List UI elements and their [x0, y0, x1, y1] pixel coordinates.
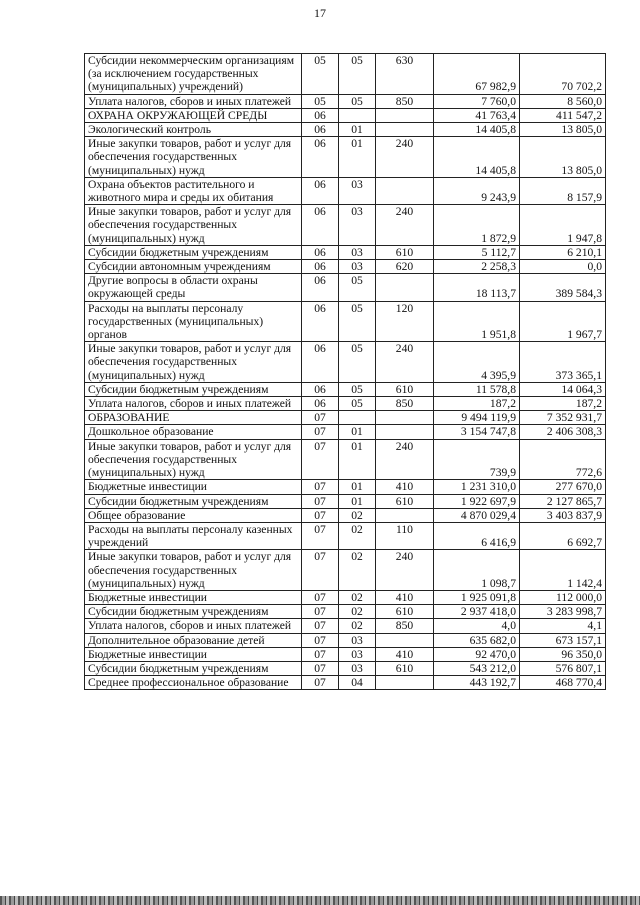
subsection-code-cell: 03 [339, 633, 376, 647]
amount-year1-cell: 9 494 119,9 [434, 411, 520, 425]
amount-year2-cell: 373 365,1 [520, 342, 606, 383]
section-code-cell: 06 [302, 397, 339, 411]
expense-type-cell: 240 [376, 550, 434, 591]
amount-year2-cell: 411 547,2 [520, 108, 606, 122]
table-row [85, 439, 606, 480]
table-row [85, 494, 606, 508]
amount-year2-cell: 389 584,3 [520, 274, 606, 301]
table-row [85, 619, 606, 633]
section-code-cell: 07 [302, 550, 339, 591]
amount-year2-cell: 2 406 308,3 [520, 425, 606, 439]
amount-year1-cell: 3 154 747,8 [434, 425, 520, 439]
amount-year1-cell: 2 937 418,0 [434, 605, 520, 619]
amount-year2-cell: 3 283 998,7 [520, 605, 606, 619]
section-code-cell: 07 [302, 480, 339, 494]
name-cell: Среднее профессиональное образование [85, 676, 302, 690]
amount-year1-cell: 14 405,8 [434, 137, 520, 178]
subsection-code-cell: 02 [339, 619, 376, 633]
section-code-cell: 07 [302, 508, 339, 522]
section-code-cell: 06 [302, 205, 339, 246]
amount-year1-cell: 1 925 091,8 [434, 590, 520, 604]
subsection-code-cell: 03 [339, 245, 376, 259]
amount-year2-cell: 13 805,0 [520, 123, 606, 137]
table-row [85, 108, 606, 122]
amount-year1-cell: 543 212,0 [434, 661, 520, 675]
section-code-cell: 07 [302, 494, 339, 508]
table-row [85, 382, 606, 396]
amount-year1-cell: 7 760,0 [434, 94, 520, 108]
amount-year2-cell: 13 805,0 [520, 137, 606, 178]
name-cell: Бюджетные инвестиции [85, 480, 302, 494]
table-row [85, 177, 606, 204]
expense-type-cell: 610 [376, 661, 434, 675]
expense-type-cell: 410 [376, 480, 434, 494]
expense-type-cell: 240 [376, 439, 434, 480]
page-number: 17 [314, 6, 326, 20]
amount-year1-cell: 739,9 [434, 439, 520, 480]
expense-type-cell [376, 108, 434, 122]
table-row [85, 480, 606, 494]
table-row [85, 301, 606, 342]
amount-year2-cell: 2 127 865,7 [520, 494, 606, 508]
table-row [85, 605, 606, 619]
amount-year2-cell: 3 403 837,9 [520, 508, 606, 522]
subsection-code-cell: 02 [339, 590, 376, 604]
section-code-cell: 07 [302, 425, 339, 439]
section-code-cell: 07 [302, 676, 339, 690]
section-code-cell: 07 [302, 605, 339, 619]
table-row [85, 245, 606, 259]
subsection-code-cell: 05 [339, 342, 376, 383]
table-row [85, 274, 606, 301]
expense-type-cell: 850 [376, 619, 434, 633]
name-cell: Иные закупки товаров, работ и услуг для обеспечения государственных (муниципальных) нужд [85, 439, 302, 480]
amount-year1-cell: 1 922 697,9 [434, 494, 520, 508]
amount-year2-cell: 1 142,4 [520, 550, 606, 591]
amount-year2-cell: 14 064,3 [520, 382, 606, 396]
subsection-code-cell: 02 [339, 508, 376, 522]
name-cell: Иные закупки товаров, работ и услуг для обеспечения государственных (муниципальных) нужд [85, 342, 302, 383]
subsection-code-cell: 03 [339, 260, 376, 274]
name-cell: Бюджетные инвестиции [85, 647, 302, 661]
section-code-cell: 07 [302, 439, 339, 480]
amount-year2-cell: 673 157,1 [520, 633, 606, 647]
subsection-code-cell: 02 [339, 550, 376, 591]
expense-type-cell: 610 [376, 605, 434, 619]
expense-type-cell [376, 411, 434, 425]
subsection-code-cell: 05 [339, 54, 376, 95]
table-row [85, 342, 606, 383]
amount-year1-cell: 9 243,9 [434, 177, 520, 204]
budget-table-body [85, 54, 606, 690]
amount-year1-cell: 14 405,8 [434, 123, 520, 137]
subsection-code-cell: 01 [339, 123, 376, 137]
name-cell: ОХРАНА ОКРУЖАЮЩЕЙ СРЕДЫ [85, 108, 302, 122]
amount-year2-cell: 4,1 [520, 619, 606, 633]
subsection-code-cell: 05 [339, 274, 376, 301]
subsection-code-cell: 03 [339, 661, 376, 675]
amount-year2-cell: 1 967,7 [520, 301, 606, 342]
subsection-code-cell: 02 [339, 605, 376, 619]
table-row [85, 425, 606, 439]
table-row [85, 550, 606, 591]
expense-type-cell: 120 [376, 301, 434, 342]
name-cell: Расходы на выплаты персоналу государственных (муниципальных) органов [85, 301, 302, 342]
subsection-code-cell: 01 [339, 137, 376, 178]
name-cell: Субсидии бюджетным учреждениям [85, 382, 302, 396]
name-cell: Общее образование [85, 508, 302, 522]
section-code-cell: 07 [302, 661, 339, 675]
table-row [85, 94, 606, 108]
table-row [85, 522, 606, 549]
expense-type-cell: 410 [376, 590, 434, 604]
subsection-code-cell: 03 [339, 647, 376, 661]
expense-type-cell: 620 [376, 260, 434, 274]
section-code-cell: 07 [302, 633, 339, 647]
table-row [85, 676, 606, 690]
table-row [85, 661, 606, 675]
subsection-code-cell: 05 [339, 397, 376, 411]
amount-year1-cell: 443 192,7 [434, 676, 520, 690]
amount-year1-cell: 18 113,7 [434, 274, 520, 301]
expense-type-cell: 240 [376, 205, 434, 246]
name-cell: ОБРАЗОВАНИЕ [85, 411, 302, 425]
scan-edge-strip [0, 896, 640, 905]
amount-year2-cell: 576 807,1 [520, 661, 606, 675]
section-code-cell: 06 [302, 260, 339, 274]
amount-year1-cell: 4 870 029,4 [434, 508, 520, 522]
expense-type-cell: 610 [376, 382, 434, 396]
name-cell: Субсидии некоммерческим организациям (за исключением государственных (муниципальных) учреждений) [85, 54, 302, 95]
budget-table [84, 53, 606, 690]
expense-type-cell: 610 [376, 245, 434, 259]
section-code-cell: 06 [302, 301, 339, 342]
expense-type-cell [376, 676, 434, 690]
subsection-code-cell: 05 [339, 94, 376, 108]
subsection-code-cell [339, 108, 376, 122]
subsection-code-cell: 04 [339, 676, 376, 690]
section-code-cell: 06 [302, 123, 339, 137]
section-code-cell: 06 [302, 382, 339, 396]
table-row [85, 260, 606, 274]
table-row [85, 411, 606, 425]
expense-type-cell: 610 [376, 494, 434, 508]
section-code-cell: 07 [302, 647, 339, 661]
amount-year1-cell: 4 395,9 [434, 342, 520, 383]
amount-year2-cell: 6 210,1 [520, 245, 606, 259]
expense-type-cell: 630 [376, 54, 434, 95]
name-cell: Расходы на выплаты персоналу казенных учреждений [85, 522, 302, 549]
expense-type-cell [376, 508, 434, 522]
name-cell: Уплата налогов, сборов и иных платежей [85, 94, 302, 108]
subsection-code-cell: 01 [339, 425, 376, 439]
name-cell: Дополнительное образование детей [85, 633, 302, 647]
table-row [85, 397, 606, 411]
amount-year1-cell: 2 258,3 [434, 260, 520, 274]
subsection-code-cell: 03 [339, 205, 376, 246]
amount-year1-cell: 41 763,4 [434, 108, 520, 122]
amount-year1-cell: 187,2 [434, 397, 520, 411]
name-cell: Субсидии бюджетным учреждениям [85, 494, 302, 508]
name-cell: Экологический контроль [85, 123, 302, 137]
name-cell: Иные закупки товаров, работ и услуг для обеспечения государственных (муниципальных) нужд [85, 550, 302, 591]
table-row [85, 123, 606, 137]
amount-year1-cell: 1 231 310,0 [434, 480, 520, 494]
name-cell: Субсидии бюджетным учреждениям [85, 661, 302, 675]
section-code-cell: 06 [302, 274, 339, 301]
amount-year2-cell: 70 702,2 [520, 54, 606, 95]
subsection-code-cell: 05 [339, 382, 376, 396]
table-row [85, 633, 606, 647]
subsection-code-cell [339, 411, 376, 425]
name-cell: Субсидии бюджетным учреждениям [85, 245, 302, 259]
amount-year2-cell: 96 350,0 [520, 647, 606, 661]
expense-type-cell [376, 123, 434, 137]
name-cell: Дошкольное образование [85, 425, 302, 439]
expense-type-cell [376, 274, 434, 301]
section-code-cell: 07 [302, 522, 339, 549]
name-cell: Другие вопросы в области охраны окружающей среды [85, 274, 302, 301]
expense-type-cell [376, 425, 434, 439]
expense-type-cell: 110 [376, 522, 434, 549]
amount-year1-cell: 92 470,0 [434, 647, 520, 661]
amount-year2-cell: 187,2 [520, 397, 606, 411]
amount-year2-cell: 1 947,8 [520, 205, 606, 246]
section-code-cell: 06 [302, 137, 339, 178]
table-row [85, 647, 606, 661]
name-cell: Иные закупки товаров, работ и услуг для обеспечения государственных (муниципальных) нужд [85, 205, 302, 246]
name-cell: Субсидии автономным учреждениям [85, 260, 302, 274]
amount-year2-cell: 277 670,0 [520, 480, 606, 494]
subsection-code-cell: 01 [339, 494, 376, 508]
amount-year1-cell: 1 098,7 [434, 550, 520, 591]
section-code-cell: 07 [302, 411, 339, 425]
amount-year2-cell: 6 692,7 [520, 522, 606, 549]
subsection-code-cell: 05 [339, 301, 376, 342]
expense-type-cell: 240 [376, 342, 434, 383]
amount-year1-cell: 635 682,0 [434, 633, 520, 647]
table-row [85, 508, 606, 522]
section-code-cell: 05 [302, 94, 339, 108]
table-row [85, 205, 606, 246]
name-cell: Уплата налогов, сборов и иных платежей [85, 619, 302, 633]
expense-type-cell [376, 633, 434, 647]
amount-year1-cell: 5 112,7 [434, 245, 520, 259]
amount-year2-cell: 112 000,0 [520, 590, 606, 604]
amount-year2-cell: 8 560,0 [520, 94, 606, 108]
amount-year1-cell: 6 416,9 [434, 522, 520, 549]
amount-year1-cell: 67 982,9 [434, 54, 520, 95]
section-code-cell: 06 [302, 342, 339, 383]
subsection-code-cell: 03 [339, 177, 376, 204]
expense-type-cell: 240 [376, 137, 434, 178]
table-row [85, 54, 606, 95]
amount-year1-cell: 1 951,8 [434, 301, 520, 342]
section-code-cell: 07 [302, 619, 339, 633]
section-code-cell: 05 [302, 54, 339, 95]
amount-year2-cell: 772,6 [520, 439, 606, 480]
section-code-cell: 06 [302, 177, 339, 204]
amount-year2-cell: 7 352 931,7 [520, 411, 606, 425]
expense-type-cell: 850 [376, 94, 434, 108]
expense-type-cell: 850 [376, 397, 434, 411]
name-cell: Уплата налогов, сборов и иных платежей [85, 397, 302, 411]
name-cell: Субсидии бюджетным учреждениям [85, 605, 302, 619]
amount-year1-cell: 1 872,9 [434, 205, 520, 246]
section-code-cell: 06 [302, 245, 339, 259]
table-row [85, 137, 606, 178]
expense-type-cell: 410 [376, 647, 434, 661]
subsection-code-cell: 01 [339, 439, 376, 480]
section-code-cell: 06 [302, 108, 339, 122]
amount-year2-cell: 8 157,9 [520, 177, 606, 204]
name-cell: Иные закупки товаров, работ и услуг для обеспечения государственных (муниципальных) нужд [85, 137, 302, 178]
subsection-code-cell: 02 [339, 522, 376, 549]
amount-year1-cell: 4,0 [434, 619, 520, 633]
section-code-cell: 07 [302, 590, 339, 604]
amount-year2-cell: 468 770,4 [520, 676, 606, 690]
name-cell: Бюджетные инвестиции [85, 590, 302, 604]
subsection-code-cell: 01 [339, 480, 376, 494]
expense-type-cell [376, 177, 434, 204]
name-cell: Охрана объектов растительного и животного мира и среды их обитания [85, 177, 302, 204]
table-row [85, 590, 606, 604]
amount-year1-cell: 11 578,8 [434, 382, 520, 396]
amount-year2-cell: 0,0 [520, 260, 606, 274]
